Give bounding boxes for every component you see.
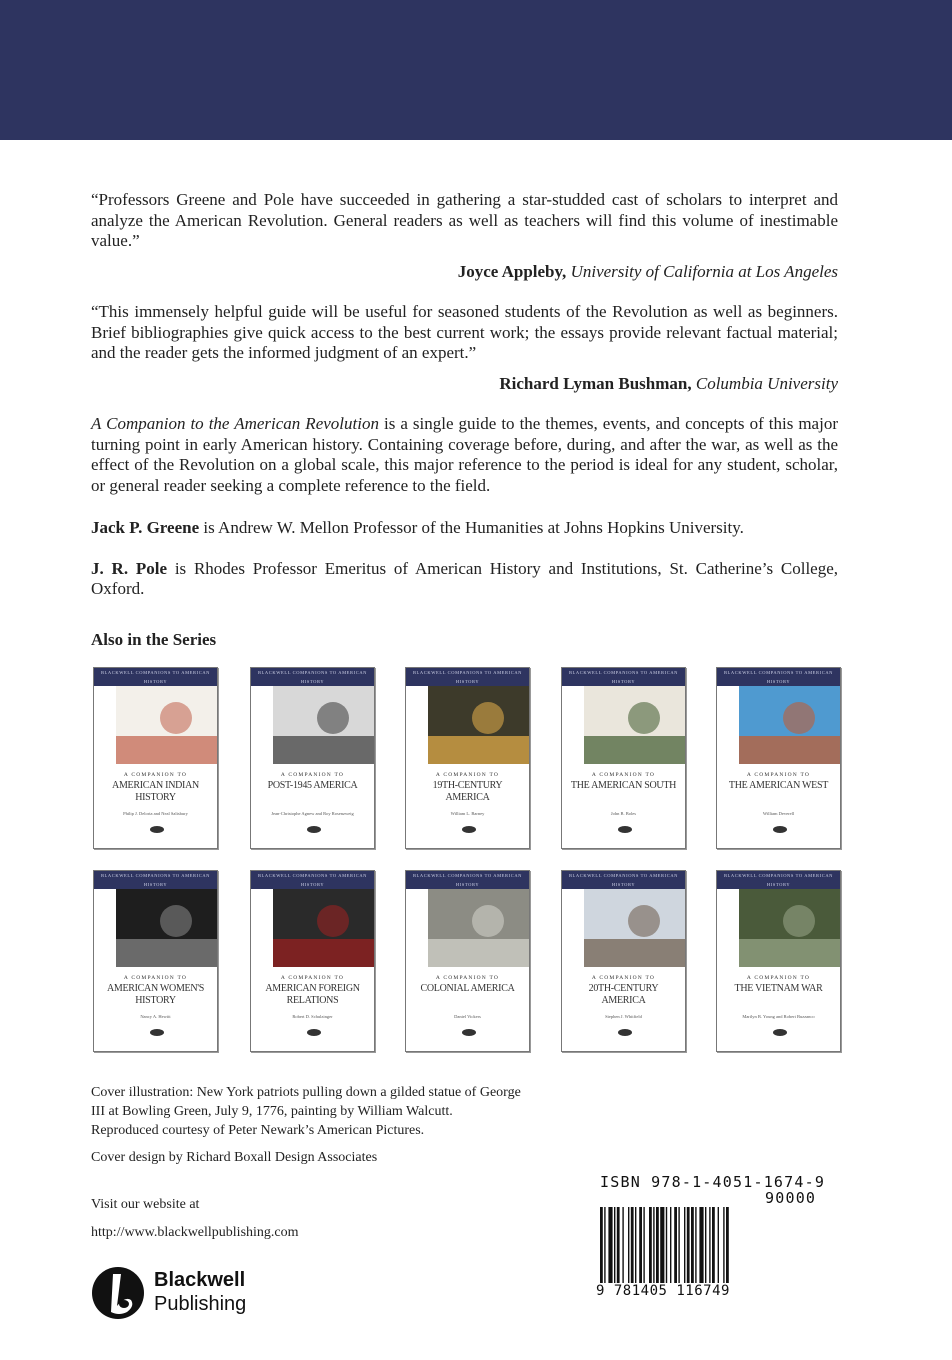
companion-label: A COMPANION TO <box>435 772 500 778</box>
quote-1-name: Joyce Appleby, <box>457 261 567 281</box>
blurb-text <box>91 190 838 600</box>
quote-1-attribution <box>91 262 838 283</box>
cover-artwork <box>428 889 530 967</box>
mini-publisher-logo-icon <box>307 826 321 833</box>
editor-bio-pole <box>91 559 838 600</box>
companion-label: A COMPANION TO <box>591 975 656 981</box>
top-color-band <box>0 0 952 140</box>
description-text: is a single guide to the themes, events, and concepts of this major turning point in early American history. Containing coverage before, during, and after the war, as well as the effect of the Revolution on a global scale, this major reference to the period is ideal for any student, scholar, or general reader seeking a complete reference to the field. <box>91 414 838 495</box>
mini-publisher-logo-icon <box>307 1029 321 1036</box>
editor-name-pole: J. R. Pole <box>91 558 168 578</box>
mini-publisher-logo-icon <box>150 826 164 833</box>
cover-artwork <box>739 889 841 967</box>
mini-publisher-logo-icon <box>618 826 632 833</box>
series-band: BLACKWELL COMPANIONS TO AMERICAN HISTORY <box>251 668 374 686</box>
mini-publisher-logo-icon <box>773 826 787 833</box>
publisher-url[interactable]: http://www.blackwellpublishing.com <box>91 1225 299 1240</box>
mini-publisher-logo-icon <box>150 1029 164 1036</box>
series-book-editors: Jean-Christophe Agnew and Roy Rosenzweig <box>271 811 354 816</box>
companion-label: A COMPANION TO <box>591 772 656 778</box>
mini-publisher-logo-icon <box>462 1029 476 1036</box>
ean-number: 9 781405 116749 <box>596 1283 730 1299</box>
cover-credit <box>91 1083 521 1140</box>
cover-illustration-credit: Cover illustration: New York patriots pulling down a gilded statue of George III at Bowling Green, July 9, 1776, painting by William Walcutt. Reproduced courtesy of Peter Newark’s American Pictures. <box>91 1085 521 1138</box>
companion-label: A COMPANION TO <box>746 772 811 778</box>
cover-artwork <box>273 889 375 967</box>
series-band: BLACKWELL COMPANIONS TO AMERICAN HISTORY <box>406 871 529 889</box>
series-book-title: 19TH-CENTURY AMERICA <box>432 780 503 803</box>
series-book-title: THE AMERICAN SOUTH <box>570 780 677 791</box>
companion-label: A COMPANION TO <box>280 772 345 778</box>
cover-artwork <box>116 686 218 764</box>
visit-website-label: Visit our website at <box>91 1197 200 1212</box>
cover-artwork <box>584 686 686 764</box>
series-book-cover <box>561 667 686 849</box>
series-book-title: 20TH-CENTURY AMERICA <box>588 983 659 1006</box>
series-band: BLACKWELL COMPANIONS TO AMERICAN HISTORY <box>562 871 685 889</box>
series-book-cover <box>405 870 530 1052</box>
series-band: BLACKWELL COMPANIONS TO AMERICAN HISTORY <box>406 668 529 686</box>
series-book-title: POST-1945 AMERICA <box>267 780 358 791</box>
mini-publisher-logo-icon <box>618 1029 632 1036</box>
companion-label: A COMPANION TO <box>123 772 188 778</box>
series-book-title: AMERICAN WOMEN'S HISTORY <box>106 983 205 1006</box>
series-book-editors: Marilyn B. Young and Robert Buzzanco <box>742 1014 815 1019</box>
series-book-editors: William Deverell <box>762 811 795 816</box>
publisher-name-line1: Blackwell <box>154 1269 246 1291</box>
series-book-editors: William L. Barney <box>450 811 485 816</box>
series-heading: Also in the Series <box>91 630 217 649</box>
series-book-cover <box>405 667 530 849</box>
series-book-cover <box>250 667 375 849</box>
quote-2-text: “This immensely helpful guide will be useful for seasoned students of the Revolution as well as beginners. Brief bibliographies give quick access to the best current work; the essays provide relevant factual material; and the reader gets the informed judgment of an expert.” <box>91 302 838 362</box>
series-band: BLACKWELL COMPANIONS TO AMERICAN HISTORY <box>717 871 840 889</box>
series-book-editors: Daniel Vickers <box>454 1014 481 1019</box>
editor-name-greene: Jack P. Greene <box>91 518 200 537</box>
editor-bio-pole-text: is Rhodes Professor Emeritus of American History and Institutions, St. Catherine’s College, Oxford. <box>91 558 839 598</box>
cover-artwork <box>273 686 375 764</box>
companion-label: A COMPANION TO <box>123 975 188 981</box>
series-book-cover <box>250 870 375 1052</box>
companion-label: A COMPANION TO <box>435 975 500 981</box>
cover-artwork <box>428 686 530 764</box>
series-book-title: COLONIAL AMERICA <box>420 983 515 994</box>
series-book-cover <box>716 870 841 1052</box>
companion-label: A COMPANION TO <box>280 975 345 981</box>
series-book-cover <box>93 667 218 849</box>
series-band: BLACKWELL COMPANIONS TO AMERICAN HISTORY <box>562 668 685 686</box>
companion-label: A COMPANION TO <box>746 975 811 981</box>
publisher-logo-text <box>154 1268 246 1316</box>
series-book-editors: Robert D. Schulzinger <box>292 1014 333 1019</box>
editor-bio-greene <box>91 518 838 539</box>
series-band: BLACKWELL COMPANIONS TO AMERICAN HISTORY <box>94 668 217 686</box>
series-book-cover <box>716 667 841 849</box>
mini-publisher-logo-icon <box>773 1029 787 1036</box>
isbn-supplement: 90000 <box>765 1189 817 1207</box>
series-band: BLACKWELL COMPANIONS TO AMERICAN HISTORY <box>717 668 840 686</box>
quote-2-affiliation: Columbia University <box>695 373 838 393</box>
series-book-title: AMERICAN FOREIGN RELATIONS <box>265 983 360 1006</box>
cover-artwork <box>116 889 218 967</box>
blackwell-logo-icon <box>91 1266 145 1320</box>
series-book-cover <box>561 870 686 1052</box>
series-band: BLACKWELL COMPANIONS TO AMERICAN HISTORY <box>251 871 374 889</box>
cover-artwork <box>739 686 841 764</box>
series-book-title: THE VIETNAM WAR <box>734 983 823 994</box>
quote-2-attribution <box>91 374 838 395</box>
isbn-label: ISBN 978-1-4051-1674-9 <box>600 1173 826 1191</box>
quote-1-affiliation: University of California at Los Angeles <box>570 261 838 281</box>
series-book-editors: John B. Boles <box>610 811 637 816</box>
publisher-name-line2: Publishing <box>154 1293 247 1315</box>
cover-artwork <box>584 889 686 967</box>
series-book-editors: Stephen J. Whitfield <box>605 1014 642 1019</box>
barcode-icon <box>600 1207 830 1287</box>
mini-publisher-logo-icon <box>462 826 476 833</box>
book-title: A Companion to the American Revolution <box>91 414 379 433</box>
series-book-editors: Nancy A. Hewitt <box>140 1014 171 1019</box>
cover-design-credit: Cover design by Richard Boxall Design Associates <box>91 1150 378 1165</box>
quote-1-text: “Professors Greene and Pole have succeeded in gathering a star-studded cast of scholars to interpret and analyze the American Revolution. General readers as well as teachers will find this volume of inestimable value.” <box>91 190 838 250</box>
quote-2-name: Richard Lyman Bushman, <box>499 373 692 393</box>
series-book-cover <box>93 870 218 1052</box>
series-book-title: THE AMERICAN WEST <box>728 780 829 791</box>
editor-bio-greene-text: is Andrew W. Mellon Professor of the Humanities at Johns Hopkins University. <box>199 518 744 537</box>
series-band: BLACKWELL COMPANIONS TO AMERICAN HISTORY <box>94 871 217 889</box>
series-book-editors: Philip J. Deloria and Neal Salisbury <box>123 811 188 816</box>
series-book-title: AMERICAN INDIAN HISTORY <box>112 780 199 803</box>
book-description <box>91 414 838 496</box>
